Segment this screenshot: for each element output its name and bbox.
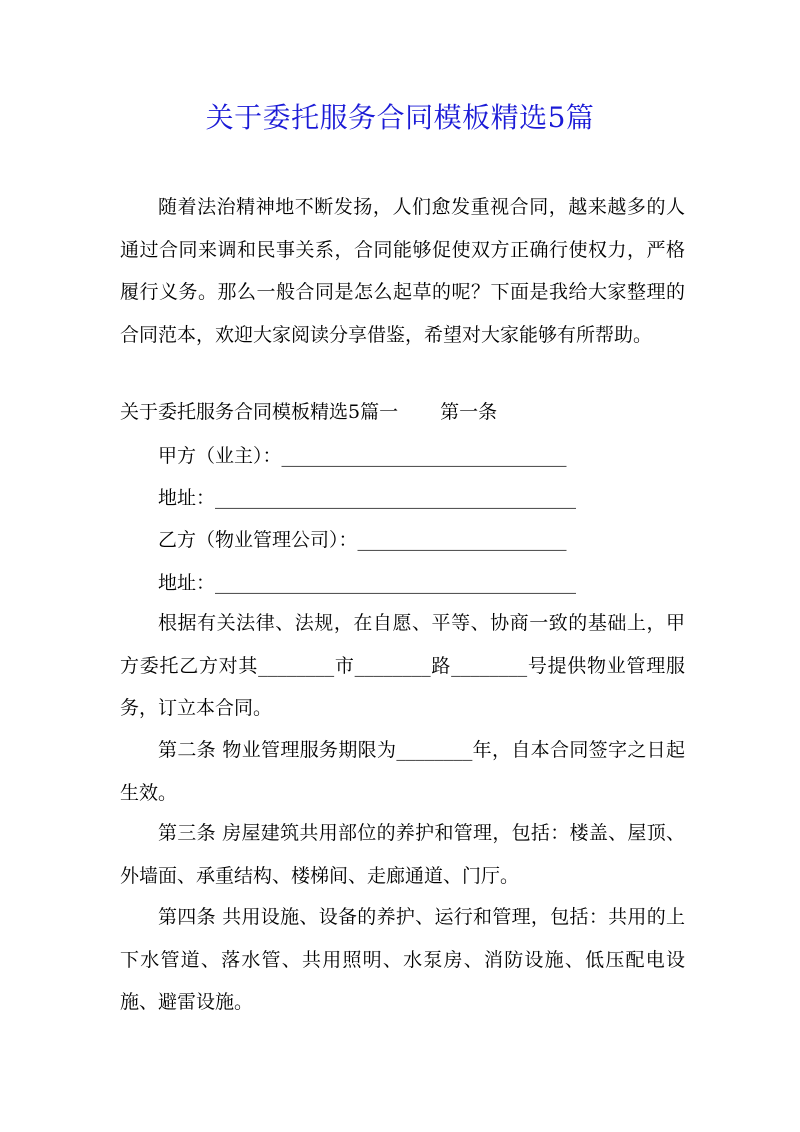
paragraph-article-2: 第二条 物业管理服务期限为________年，自本合同签字之日起生效。 <box>120 739 685 804</box>
address-b-field: 地址：______________________________________ <box>158 572 577 594</box>
intro-paragraph: 随着法治精神地不断发扬，人们愈发重视合同，越来越多的人通过合同来调和民事关系，合同能够促使双方正确行使权力，严格履行义务。那么一般合同是怎么起草的呢？下面是我给大家整理的合同范本，欢迎大家阅读分享借鉴，希望对大家能够有所帮助。 <box>120 196 685 346</box>
paragraph-article-4: 第四条 共用设施、设备的养护、运行和管理，包括：共用的上下水管道、落水管、共用照明、水泵房、消防设施、低压配电设施、避雷设施。 <box>120 906 685 1013</box>
section-heading-line <box>120 392 685 432</box>
document-title: 关于委托服务合同模板精选5篇 <box>205 101 595 134</box>
paragraph-article-3: 第三条 房屋建筑共用部位的养护和管理，包括：楼盖、屋顶、外墙面、承重结构、楼梯间、走廊通道、门厅。 <box>120 822 685 887</box>
address-a-field: 地址：______________________________________ <box>158 487 577 509</box>
paragraph-basis: 根据有关法律、法规，在自愿、平等、协商一致的基础上，甲方委托乙方对其________市________路________号提供物业管理服务，订立本合同。 <box>120 612 685 719</box>
section-heading: 关于委托服务合同模板精选5篇一 <box>120 401 399 423</box>
party-b-field: 乙方（物业管理公司）：______________________ <box>158 529 567 551</box>
article-1-heading: 第一条 <box>440 401 498 423</box>
party-a-field: 甲方（业主）：______________________________ <box>158 445 567 467</box>
